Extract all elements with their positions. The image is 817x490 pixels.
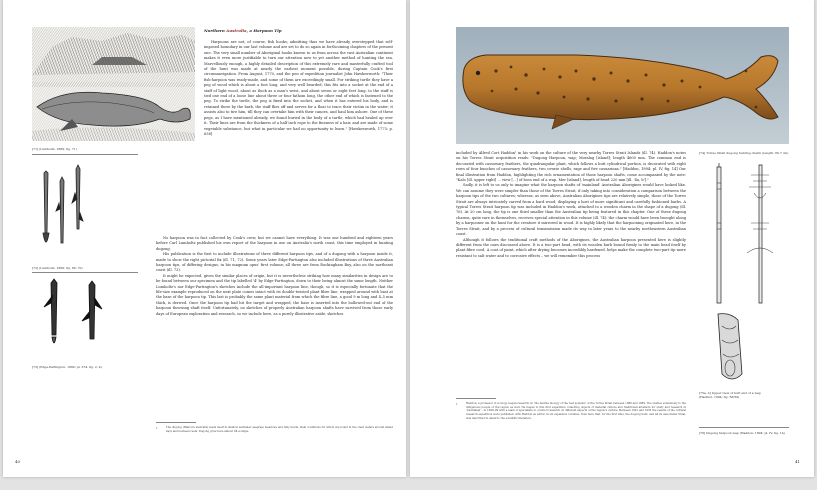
body-paragraph: His publication is the first to include illustrations of three different harpoon tips, and of a dugong with a harpoon inside it, made to show the right pictorial fix (ill. 71, 72). Some years later Edge-Partington also included illustrations of three Australian harpoon tips, of differing designs, in his magnum opus' first volume; all three are from Rockingham Bay, also on the northeast coast (ill. 73). <box>156 252 393 273</box>
body-paragraph: Although it follows the traditional craft methods of the Aborigines, the Australian harpoon presented here is slightly different from the ones discussed above. It is a two-part head, with its wooden barb bound firmly to the main head itself by plant fibre cord. A coat of paint, which after drying becomes incredibly hardened, helps make the complete two-part tip more resistant to salt water and to corrosive effects – we will remember this process <box>456 237 686 258</box>
page-number-left: 40 <box>15 459 21 464</box>
body-text-right <box>456 151 686 391</box>
harpoon-tips-edge-partington-illustration <box>32 277 118 357</box>
caption-rule <box>699 427 789 428</box>
harpoon-shaft-illustration <box>699 163 789 308</box>
body-paragraph: Sadly, it is left to us only to imagine what the harpoon shafts of 'mainland' Australian Aborigines would have looked like. We can assume they were simpler than those of the Torres Strait, if only taking into consideration a comparison between the harpoon tips of the two cultures; whereas, as seen above, Australian Aborigines tips are relatively simple, those of the Torres Strait are always intricately carved from a hard wood, displaying a host of more significant and carefully fashioned barbs. A typical Torres Strait harpoon tip was included in Haddon's work, attached to a wooden charm in the shape of a dugong (ill. 76). At 20 cm long, the tip is one third smaller than the Australian tip being featured in this chapter. One of these dugong charms, quite rare in themselves, receives special attention in this volume (ill. 74): the charm would have been brought along by a harpooner on the hunt for the creature it mirrored in wood. It is highly likely that the harpooning originated here, in the Torres Strait, and by a process of cultural transmission made its way in later years to the nearby northeastern Australian coast. <box>456 183 686 237</box>
dugong-charm-illustration <box>456 27 789 144</box>
harpoon-shaft-drawings <box>699 163 789 308</box>
figure-caption-74-text: [74] Torres Strait dugong hunting charm (length: 66.7 cm) <box>699 151 789 155</box>
figure-caption-71: [71] (Lumholtz, 1889: fig. 71) <box>32 147 77 151</box>
figure-caption-73: [73] (Edge-Partington, 1890: pl. 374, fig. 2, 4) <box>32 365 102 369</box>
section-title-highlight: Australia <box>226 28 247 33</box>
body-paragraph: No harpoon was in fact collected by Cook's crew, but we cannot have everything. It was one hundred and eighteen years before Carl Lumholtz published his own report of the harpoon in use on Australia's north coast, this time employed in hunting dugong. <box>156 236 393 251</box>
section-title <box>204 28 404 33</box>
left-page <box>3 0 406 477</box>
body-paragraph: It might be expected, given the similar places of origin, but it is nevertheless striking how many similarities in design are to be found between our specimen and the tip labelled '4' by Edge-Partington, down to their being almost the same length. Neither Lumholtz's nor Edge-Partington's sketches include the all-important harpoon line, though, so it is especially fortunate that the life-size example reproduced on the next plate comes intact with its double-twisted plant fibre line, wrapped around with bast at the base of the harpoon tip. This last is probably the same plant material from which the fibre line, a good 9 m long and 4–5 mm thick, is derived. Once the harpoon tip had hit the target and wrapped, the base is inserted into the hollowed-out end of the harpoon throwing shaft itself. Unfortunately, no sketches of properly Australian harpoon shafts have survived from those early days of European exploration and research, so we include here, as a purely illustrative aside, sketches <box>156 273 393 316</box>
figure-caption-75: [75a, b] Upper view of butt end of a wap (Haddon, 1894: fig. 58/59) <box>699 391 761 399</box>
right-page <box>410 0 814 477</box>
footnote-rule <box>156 422 196 423</box>
harpoon-tips-illustration <box>32 163 90 259</box>
caption-rule <box>32 154 138 155</box>
figure-caption-76: [76] Dugong harpoon wap (Haddon, 1894: pl. IV, fig. 14) <box>699 431 785 435</box>
body-paragraph: Harpoons are not, of course, fish hooks; admitting thus we have already overstepped that self-imposed boundary in our last volume and are set to do so again in forthcoming chapters of the present one. The very small number of Aboriginal hooks known to us from across the vast Australian continent makes it even more justifiable to turn our attention now to yet another method of hunting the sea. Marvellously enough, a highly detailed description of this extremely rare and masterfully crafted tool of the hunt was made at nearly the earliest moment possible, during Captain Cook's first circumnavigation. From August, 1770, and the pen of expedition journalist John Hawkesworth: "Their fish-harpoon was ready-made, and some of them are exceedingly small. For striking turtle they have a peg of wood which is about a foot long, and very well bearded; this fits into a socket at the end of a staff of light wood, about as thick as a man's wrist, and about seven or eight feet long: to the staff is tied one end of a loose line about three or four fathom long, the other end of which is fastened to the peg. To strike the turtle, the peg is fixed into the socket, and when it has entered his body, and is retained there by the barb, the staff flies off and serves for a float to trace their victim in the water; it assists also to tire him, till they can overtake him with their canoes, and haul him ashore. One of these pegs, as I have mentioned already, we found buried in the body of a turtle, which had healed up over it. Their lines are from the thickness of a half inch rope to the fineness of a hair, and are made of some vegetable substance, but what in particular we had no opportunity to learn." [Hawkesworth, 1773: p. 636] <box>204 40 393 136</box>
footnote-text: Haddon, a professor of zoology, began research on 'the marine biology of the reef systems' of the Torres Strait between 1888 and 1889. The studies extensively to the indigenous people of the region as well. He began to this first expedition collecting objects of material culture and traditional artefacts for study and research in 'Australian' - in 1898–99 with a team of specialists to conduct research on different aspects of the region's culture. Between 1901 and 1935 the results of the cultural research expedition were published, with Haddon as editor, in six expansive volumes; from here that, for the first time, the dugong hunt, and all its associated ritual, was described in detail to the scientific literature. <box>466 402 686 420</box>
caption-rule <box>32 272 138 273</box>
body-paragraph-continued <box>156 151 393 236</box>
section-title-suffix: , a Harpoon Tip <box>246 28 282 33</box>
harpoon-butt-end-drawing <box>708 312 750 386</box>
footnote-number: 1 <box>156 426 158 430</box>
body-text-main <box>156 151 393 441</box>
figure-caption-72: [72] (Lumholtz, 1889: fig. 68, 70) <box>32 266 83 270</box>
page-number-right: 41 <box>795 459 801 464</box>
dugong-charm-photo <box>456 27 789 144</box>
harpoon-butt-illustration <box>708 312 750 386</box>
body-paragraph: included by Alfred Cort Haddon¹ in his work on the culture of the very nearby Torres Strait Islands (ill. 74). Haddon's notes on his Torres Strait acquisition reads: "Dugong Harpoon, wap; Moralag [island]; length 4600 mm. The common end is decorated with cassowary feathers, the quadrangular plant, which follows a butt cylindrical portion, is decorated with eight rows of four bunches of cassowary feathers, two cowrie shells, rage and five casuarinas." [Haddon, 1894: pl. IV, fig. 14] Our final illustration from Haddon, highlighting the rich ornamentation of those harpoon shafts, come accompanied by the note: "Kalo [ill. upper right] ... view [...] of boss end of a wap. Mer [island], length of head 220 mm [ill. '4a, b']." <box>456 151 686 183</box>
footnote-rule <box>456 398 496 399</box>
footnote-number: 1 <box>456 402 458 406</box>
dugong-engraving-figure <box>32 27 195 141</box>
figure-caption-74 <box>699 151 789 155</box>
harpoon-tips-figure-72 <box>32 163 90 259</box>
footnote-text: The dugong (Halicore australis) feeds itself in shallow saltwater seagrass meadows and fully herds, ideal conditions for which are found in the clear waters around island bays and between reefs. Dugong grow here almost till a single <box>166 426 393 433</box>
dugong-engraving-illustration <box>32 27 195 141</box>
harpoon-tips-figure-73 <box>32 277 118 357</box>
section-title-prefix: Northern <box>204 28 227 33</box>
body-text-upper <box>204 40 393 152</box>
